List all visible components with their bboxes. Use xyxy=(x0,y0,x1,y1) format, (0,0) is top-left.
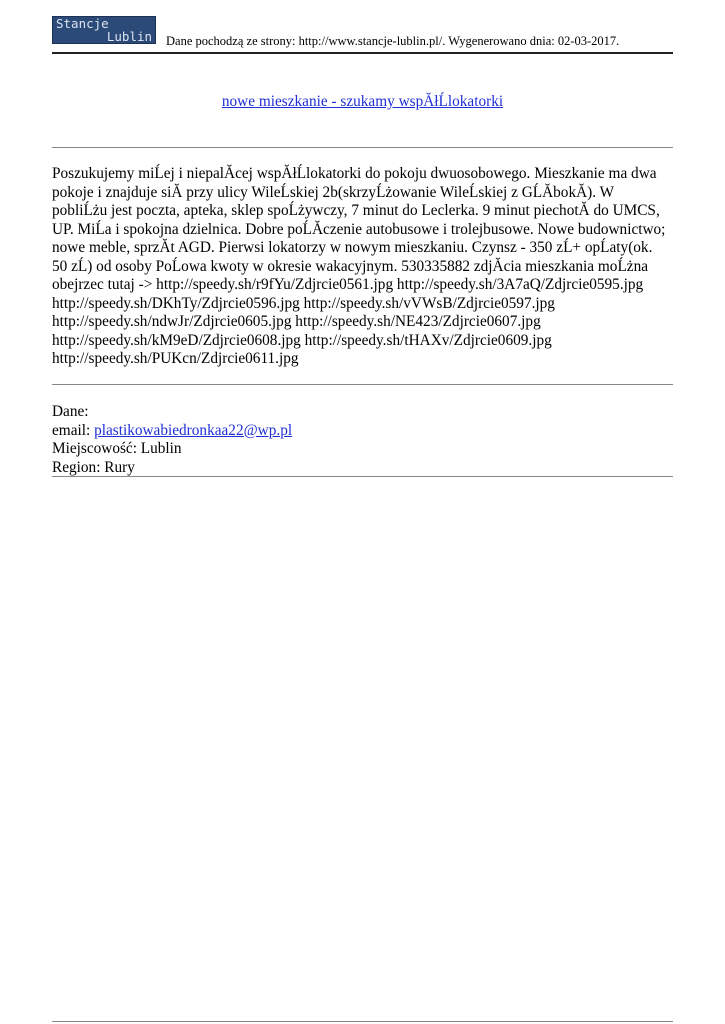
description-line: http://speedy.sh/kM9eD/Zdjrcie0608.jpg http://speedy.sh/tHAXv/Zdjrcie0609.jpg xyxy=(52,331,552,349)
description-line: http://speedy.sh/DKhTy/Zdjrcie0596.jpg http://speedy.sh/vVWsB/Zdjrcie0597.jpg xyxy=(52,294,555,312)
email-label: email: xyxy=(52,421,95,439)
region-row: Region: Rury xyxy=(52,458,135,476)
source-note: Dane pochodzą ze strony: http://www.stancje-lublin.pl/. Wygenerowano dnia: 02-03-2017. xyxy=(166,34,620,48)
description-line: http://speedy.sh/ndwJr/Zdjrcie0605.jpg http://speedy.sh/NE423/Zdjrcie0607.jpg xyxy=(52,313,541,330)
description-line: obejrzec tutaj -> http://speedy.sh/r9fYu/Zdjrcie0561.jpg http://speedy.sh/3A7aQ/Zdjrcie0595.jpg xyxy=(52,276,644,293)
footer-divider xyxy=(52,1021,673,1022)
description-divider xyxy=(52,384,673,385)
email-row xyxy=(52,422,292,441)
header-divider xyxy=(52,52,673,54)
listing-title-link[interactable]: nowe mieszkanie - szukamy wspĂłĹlokatorki xyxy=(221,93,504,110)
title-divider xyxy=(52,147,673,148)
listing-description xyxy=(52,165,673,369)
description-line: UP. MiĹa i spokojna dzielnica. Dobre poĹĂczenie autobusowe i trolejbusowe. Nowe budownictwo; xyxy=(52,220,666,238)
description-line: Poszukujemy miĹej i niepalĂcej wspĂłĹlokatorki do pokoju dwuosobowego. Mieszkanie ma dwa xyxy=(52,165,657,182)
email-link[interactable]: plastikowabiedronkaa22@wp.pl xyxy=(94,421,293,439)
contact-divider xyxy=(52,476,673,477)
logo-line-2: Lublin xyxy=(106,29,152,44)
listing-title xyxy=(52,93,673,111)
description-line: pokoje i znajduje siĂ przy ulicy WileĹskiej 2b(skrzyĹżowanie WileĹskiej z GĹĂbokĂ). W xyxy=(52,183,615,201)
description-line: pobliĹżu jest poczta, apteka, sklep spoĹżywczy, 7 minut do Leclerka. 9 minut piechotĂ do UMCS, xyxy=(52,202,660,219)
description-line: 50 zĹ) od osoby PoĹowa kwoty w okresie wakacyjnym. 530335882 zdjĂcia mieszkania moĹżna xyxy=(52,257,649,275)
description-line: http://speedy.sh/PUKcn/Zdjrcie0611.jpg xyxy=(52,350,299,367)
contact-heading: Dane: xyxy=(52,403,89,420)
logo-line-1: Stancje xyxy=(56,16,109,31)
city-row: Miejscowość: Lublin xyxy=(52,440,182,457)
description-line: nowe meble, sprzĂt AGD. Pierwsi lokatorzy w nowym mieszkaniu. Czynsz - 350 zĹ+ opĹaty(ok. xyxy=(52,239,653,256)
contact-section xyxy=(52,403,292,477)
site-logo xyxy=(52,16,156,44)
